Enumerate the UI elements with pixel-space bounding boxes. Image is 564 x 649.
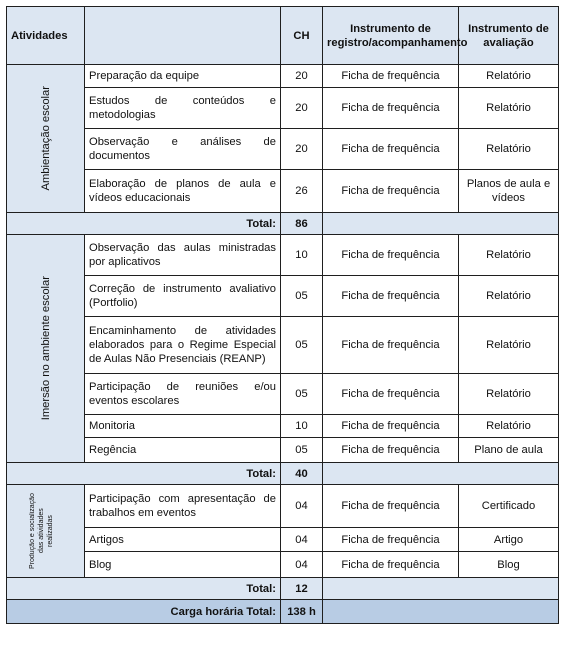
activities-table <box>6 6 559 624</box>
header-blank <box>85 7 281 65</box>
avaliacao-cell: Artigo <box>459 528 559 552</box>
registro-cell: Ficha de frequência <box>323 65 459 88</box>
registro-cell: Ficha de frequência <box>323 485 459 528</box>
header-row <box>7 7 559 65</box>
group-label-cell <box>7 485 85 578</box>
registro-cell: Ficha de frequência <box>323 276 459 317</box>
total-empty <box>323 578 559 600</box>
registro-cell: Ficha de frequência <box>323 235 459 276</box>
header-atividades: Atividades <box>7 7 85 65</box>
ch-cell: 10 <box>281 415 323 438</box>
table-row <box>7 170 559 213</box>
registro-cell: Ficha de frequência <box>323 374 459 415</box>
activity-cell: Regência <box>85 438 281 463</box>
registro-cell: Ficha de frequência <box>323 170 459 213</box>
ch-cell: 05 <box>281 276 323 317</box>
grand-total-label: Carga horária Total: <box>7 600 281 624</box>
table-row <box>7 129 559 170</box>
grand-total-empty <box>323 600 559 624</box>
activity-cell: Correção de instrumento avaliativo (Portfolio) <box>85 276 281 317</box>
activity-cell: Artigos <box>85 528 281 552</box>
avaliacao-cell: Planos de aula e vídeos <box>459 170 559 213</box>
total-row <box>7 463 559 485</box>
activity-cell: Blog <box>85 552 281 578</box>
ch-cell: 20 <box>281 65 323 88</box>
activity-cell: Monitoria <box>85 415 281 438</box>
avaliacao-cell: Relatório <box>459 276 559 317</box>
table-row <box>7 276 559 317</box>
ch-cell: 10 <box>281 235 323 276</box>
table-row <box>7 415 559 438</box>
avaliacao-cell: Relatório <box>459 415 559 438</box>
table-row <box>7 235 559 276</box>
total-label: Total: <box>7 213 281 235</box>
table-row <box>7 65 559 88</box>
avaliacao-cell: Relatório <box>459 88 559 129</box>
table-row <box>7 552 559 578</box>
activity-cell: Estudos de conteúdos e metodologias <box>85 88 281 129</box>
total-row <box>7 213 559 235</box>
avaliacao-cell: Relatório <box>459 65 559 88</box>
avaliacao-cell: Relatório <box>459 374 559 415</box>
group-label-cell <box>7 235 85 463</box>
total-empty <box>323 213 559 235</box>
avaliacao-cell: Relatório <box>459 235 559 276</box>
total-label: Total: <box>7 578 281 600</box>
table-row <box>7 317 559 374</box>
avaliacao-cell: Plano de aula <box>459 438 559 463</box>
total-empty <box>323 463 559 485</box>
group-label: Produção e socialização das atividades realizadas <box>28 493 54 569</box>
ch-cell: 26 <box>281 170 323 213</box>
registro-cell: Ficha de frequência <box>323 528 459 552</box>
registro-cell: Ficha de frequência <box>323 415 459 438</box>
ch-cell: 05 <box>281 438 323 463</box>
total-value: 12 <box>281 578 323 600</box>
activity-cell: Encaminhamento de atividades elaborados para o Regime Especial de Aulas Não Presenciais (REANP) <box>85 317 281 374</box>
grand-total-value: 138 h <box>281 600 323 624</box>
activity-cell: Participação com apresentação de trabalhos em eventos <box>85 485 281 528</box>
header-registro: Instrumento de registro/acompanhamento <box>323 7 459 65</box>
registro-cell: Ficha de frequência <box>323 317 459 374</box>
ch-cell: 04 <box>281 485 323 528</box>
registro-cell: Ficha de frequência <box>323 552 459 578</box>
document-page <box>6 6 559 624</box>
group-label: Imersão no ambiente escolar <box>39 276 52 421</box>
activity-cell: Observação e análises de documentos <box>85 129 281 170</box>
grand-total-row <box>7 600 559 624</box>
activity-cell: Preparação da equipe <box>85 65 281 88</box>
group-label-cell <box>7 65 85 213</box>
table-row <box>7 374 559 415</box>
avaliacao-cell: Relatório <box>459 317 559 374</box>
ch-cell: 20 <box>281 129 323 170</box>
total-row <box>7 578 559 600</box>
activity-cell: Participação de reuniões e/ou eventos escolares <box>85 374 281 415</box>
activity-cell: Observação das aulas ministradas por aplicativos <box>85 235 281 276</box>
ch-cell: 04 <box>281 552 323 578</box>
table-row <box>7 528 559 552</box>
ch-cell: 20 <box>281 88 323 129</box>
total-value: 86 <box>281 213 323 235</box>
header-avaliacao: Instrumento de avaliação <box>459 7 559 65</box>
avaliacao-cell: Blog <box>459 552 559 578</box>
header-ch: CH <box>281 7 323 65</box>
ch-cell: 04 <box>281 528 323 552</box>
avaliacao-cell: Relatório <box>459 129 559 170</box>
activity-cell: Elaboração de planos de aula e vídeos educacionais <box>85 170 281 213</box>
ch-cell: 05 <box>281 374 323 415</box>
ch-cell: 05 <box>281 317 323 374</box>
group-label: Ambientação escolar <box>39 86 52 191</box>
registro-cell: Ficha de frequência <box>323 88 459 129</box>
registro-cell: Ficha de frequência <box>323 129 459 170</box>
total-label: Total: <box>7 463 281 485</box>
registro-cell: Ficha de frequência <box>323 438 459 463</box>
table-row <box>7 88 559 129</box>
table-row <box>7 485 559 528</box>
avaliacao-cell: Certificado <box>459 485 559 528</box>
table-row <box>7 438 559 463</box>
total-value: 40 <box>281 463 323 485</box>
